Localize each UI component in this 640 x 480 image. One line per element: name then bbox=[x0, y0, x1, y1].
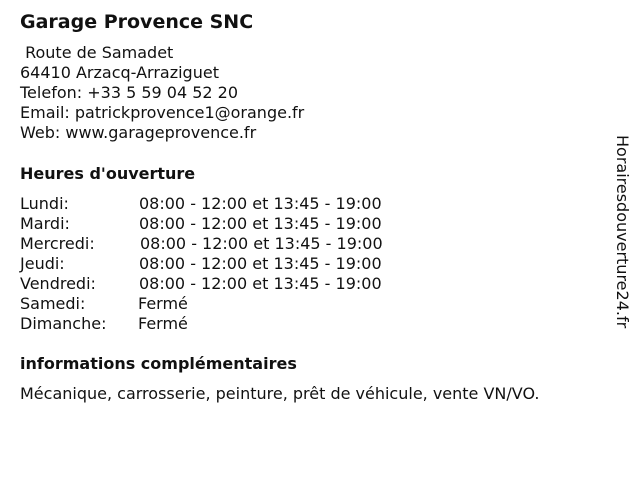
hours-heading: Heures d'ouverture bbox=[20, 164, 196, 183]
day-label: Jeudi: bbox=[20, 254, 65, 273]
day-label: Mercredi: bbox=[20, 234, 95, 253]
street-address: Route de Samadet bbox=[20, 43, 174, 62]
time-value: 08:00 - 12:00 et 13:45 - 19:00 bbox=[139, 274, 382, 293]
day-label: Samedi: bbox=[20, 294, 86, 313]
info-text: Mécanique, carrosserie, peinture, prêt de véhicule, vente VN/VO. bbox=[20, 384, 540, 403]
time-value: 08:00 - 12:00 et 13:45 - 19:00 bbox=[139, 214, 382, 233]
day-label: Lundi: bbox=[20, 194, 69, 213]
day-label: Mardi: bbox=[20, 214, 70, 233]
time-value: Fermé bbox=[138, 314, 188, 333]
day-label: Vendredi: bbox=[20, 274, 96, 293]
city-address: 64410 Arzacq-Arraziguet bbox=[20, 63, 219, 82]
business-contact bbox=[20, 43, 304, 143]
day-label: Dimanche: bbox=[20, 314, 107, 333]
info-heading: informations complémentaires bbox=[20, 354, 297, 373]
time-value: 08:00 - 12:00 et 13:45 - 19:00 bbox=[139, 194, 382, 213]
time-value: Fermé bbox=[138, 294, 188, 313]
time-value: 08:00 - 12:00 et 13:45 - 19:00 bbox=[140, 234, 383, 253]
watermark-text: Horairesdouverture24.fr bbox=[613, 135, 632, 329]
time-value: 08:00 - 12:00 et 13:45 - 19:00 bbox=[139, 254, 382, 273]
phone-line: Telefon: +33 5 59 04 52 20 bbox=[20, 83, 239, 102]
web-line: Web: www.garageprovence.fr bbox=[20, 123, 257, 142]
site-watermark bbox=[612, 135, 632, 345]
email-line: Email: patrickprovence1@orange.fr bbox=[20, 103, 305, 122]
business-name: Garage Provence SNC bbox=[20, 11, 254, 33]
